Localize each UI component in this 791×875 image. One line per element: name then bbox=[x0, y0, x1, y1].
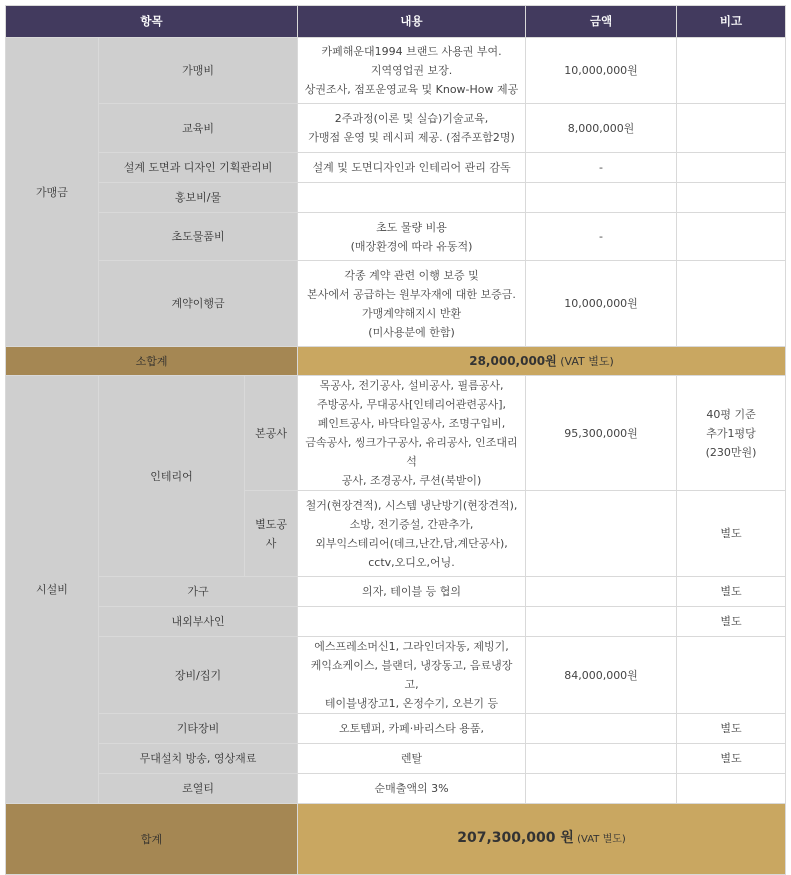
table-row bbox=[6, 637, 786, 714]
row-note: 별도 bbox=[677, 744, 786, 774]
total-label: 합계 bbox=[6, 804, 298, 875]
row-note bbox=[677, 213, 786, 261]
total-row bbox=[6, 804, 786, 875]
total-amount: 207,300,000 원 bbox=[457, 830, 574, 846]
row-note: 별도 bbox=[677, 577, 786, 607]
table-row bbox=[6, 774, 786, 804]
subtotal-value bbox=[298, 347, 786, 376]
row-note: 별도 bbox=[677, 491, 786, 577]
row-content: 렌탈 bbox=[298, 744, 526, 774]
header-content: 내용 bbox=[298, 6, 526, 38]
subtotal-label: 소합계 bbox=[6, 347, 298, 376]
table-row bbox=[6, 744, 786, 774]
row-item: 기타장비 bbox=[99, 714, 298, 744]
row-amount bbox=[526, 714, 677, 744]
row-note bbox=[677, 104, 786, 153]
row-amount bbox=[526, 607, 677, 637]
header-amount: 금액 bbox=[526, 6, 677, 38]
row-item: 본공사 bbox=[245, 376, 298, 491]
row-amount: - bbox=[526, 153, 677, 183]
row-content: 순매출액의 3% bbox=[298, 774, 526, 804]
row-item: 로열티 bbox=[99, 774, 298, 804]
row-item: 별도공사 bbox=[245, 491, 298, 577]
table-header-row bbox=[6, 6, 786, 38]
row-note bbox=[677, 183, 786, 213]
table-row bbox=[6, 153, 786, 183]
row-note bbox=[677, 153, 786, 183]
row-content: 오토템퍼, 카페·바리스타 용품, bbox=[298, 714, 526, 744]
row-amount: 10,000,000원 bbox=[526, 261, 677, 347]
row-content: 철거(현장견적), 시스템 냉난방기(현장견적), 소방, 전기증설, 간판추가, 외부익스테리어(데크,난간,담,계단공사), cctv,오디오,어닝. bbox=[298, 491, 526, 577]
row-amount bbox=[526, 183, 677, 213]
category-franchise: 가맹금 bbox=[6, 38, 99, 347]
table-row bbox=[6, 183, 786, 213]
row-amount: 8,000,000원 bbox=[526, 104, 677, 153]
total-vat-note: (VAT 별도) bbox=[573, 834, 626, 845]
row-amount bbox=[526, 744, 677, 774]
table-row bbox=[6, 577, 786, 607]
row-note bbox=[677, 637, 786, 714]
row-item: 가맹비 bbox=[99, 38, 298, 104]
row-note: 40평 기준 추가1평당 (230만원) bbox=[677, 376, 786, 491]
row-amount: - bbox=[526, 213, 677, 261]
row-item: 가구 bbox=[99, 577, 298, 607]
table-row bbox=[6, 104, 786, 153]
row-item: 설계 도면과 디자인 기획관리비 bbox=[99, 153, 298, 183]
row-item: 무대설치 방송, 영상재료 bbox=[99, 744, 298, 774]
table-row bbox=[6, 38, 786, 104]
subtotal-amount: 28,000,000원 bbox=[469, 353, 557, 368]
row-content: 목공사, 전기공사, 설비공사, 필름공사, 주방공사, 무대공사[인테리어관련공사], 페인트공사, 바닥타일공사, 조명구입비, 금속공사, 씽크가구공사, 유리공사, 인조대리석 공사, 조경공사, 쿠션(북받이) bbox=[298, 376, 526, 491]
row-note bbox=[677, 261, 786, 347]
subtotal-vat-note: (VAT 별도) bbox=[556, 354, 614, 368]
row-amount bbox=[526, 774, 677, 804]
row-amount bbox=[526, 577, 677, 607]
row-note bbox=[677, 38, 786, 104]
row-amount bbox=[526, 491, 677, 577]
subcategory-interior: 인테리어 bbox=[99, 376, 245, 577]
category-facility: 시설비 bbox=[6, 376, 99, 804]
table-row bbox=[6, 714, 786, 744]
row-content: 각종 계약 관련 이행 보증 및 본사에서 공급하는 원부자재에 대한 보증금. 가맹계약해지시 반환 (미사용분에 한함) bbox=[298, 261, 526, 347]
row-note: 별도 bbox=[677, 607, 786, 637]
row-item: 장비/집기 bbox=[99, 637, 298, 714]
row-note: 별도 bbox=[677, 714, 786, 744]
row-content: 의자, 테이블 등 협의 bbox=[298, 577, 526, 607]
row-item: 홍보비/물 bbox=[99, 183, 298, 213]
row-item: 내외부사인 bbox=[99, 607, 298, 637]
row-content: 설계 및 도면디자인과 인테리어 관리 감독 bbox=[298, 153, 526, 183]
row-content: 초도 물량 비용 (매장환경에 따라 유동적) bbox=[298, 213, 526, 261]
row-content: 에스프레소머신1, 그라인더자동, 제빙기, 케익쇼케이스, 블랜더, 냉장동고, 음료냉장고, 테이블냉장고1, 온정수기, 오븐기 등 bbox=[298, 637, 526, 714]
table-row bbox=[6, 213, 786, 261]
row-note bbox=[677, 774, 786, 804]
header-note: 비고 bbox=[677, 6, 786, 38]
row-content: 카페해운대1994 브랜드 사용권 부여. 지역영업권 보장. 상권조사, 점포운영교육 및 Know-How 제공 bbox=[298, 38, 526, 104]
franchise-cost-table bbox=[5, 5, 786, 875]
row-content bbox=[298, 183, 526, 213]
row-amount: 84,000,000원 bbox=[526, 637, 677, 714]
row-item: 계약이행금 bbox=[99, 261, 298, 347]
header-item: 항목 bbox=[6, 6, 298, 38]
table-row bbox=[6, 376, 786, 491]
row-content: 2주과정(이론 및 실습)기술교육, 가맹점 운영 및 레시피 제공. (점주포함2명) bbox=[298, 104, 526, 153]
table-row bbox=[6, 607, 786, 637]
table-row bbox=[6, 261, 786, 347]
total-value bbox=[298, 804, 786, 875]
row-item: 교육비 bbox=[99, 104, 298, 153]
row-item: 초도물품비 bbox=[99, 213, 298, 261]
row-content bbox=[298, 607, 526, 637]
row-amount: 10,000,000원 bbox=[526, 38, 677, 104]
subtotal-row bbox=[6, 347, 786, 376]
row-amount: 95,300,000원 bbox=[526, 376, 677, 491]
